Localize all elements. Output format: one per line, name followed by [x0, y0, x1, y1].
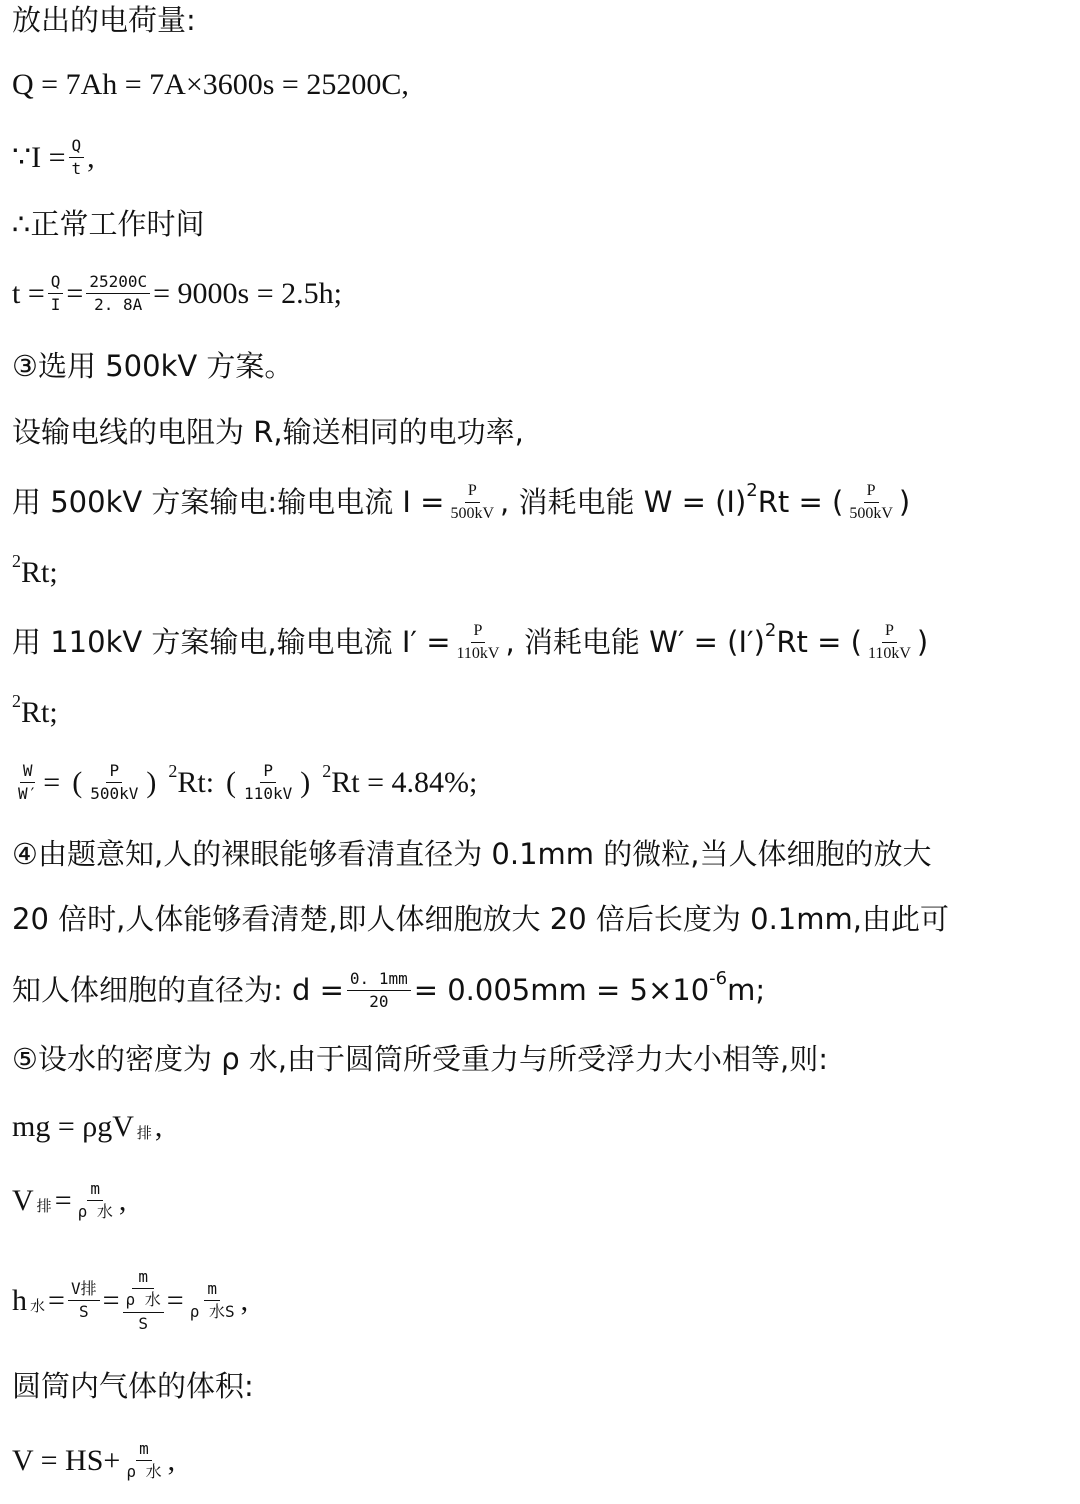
equation-text: =: [166, 1283, 184, 1317]
superscript: 2: [322, 760, 332, 781]
fraction: [187, 1280, 238, 1322]
numerator: W: [20, 762, 36, 783]
numerator: V排: [68, 1280, 100, 1301]
denominator: t: [71, 159, 82, 179]
denominator: 110kV: [867, 645, 911, 663]
line-text: 圆筒内气体的体积:: [12, 1369, 254, 1403]
fraction: [87, 762, 141, 804]
denominator: ρ 水: [126, 1462, 162, 1482]
equation-500kv: [12, 479, 911, 524]
equation-text: ): [916, 625, 929, 660]
superscript: 2: [12, 551, 21, 571]
superscript: -6: [709, 967, 728, 989]
text-line-cell-1: [12, 837, 932, 871]
numerator: [123, 1268, 164, 1313]
equation-text: =: [48, 1283, 65, 1317]
line-text: 设输电线的电阻为 R,输送相同的电功率,: [12, 415, 524, 449]
denominator: 500kV: [450, 505, 495, 523]
numerator: m: [87, 1180, 103, 1201]
numerator: m: [136, 1440, 152, 1461]
line-text: ∴正常工作时间: [12, 207, 205, 241]
fraction: [48, 273, 64, 315]
equation-text: =: [66, 276, 84, 310]
equation-text: ,: [118, 1183, 127, 1217]
fraction: [347, 970, 411, 1012]
text-line-resistance: [12, 415, 524, 449]
line-text: ④由题意知,人的裸眼能够看清直径为 0.1mm 的微粒,当人体细胞的放大: [12, 837, 932, 871]
denominator: 110kV: [456, 645, 500, 663]
compound-fraction: [123, 1268, 164, 1333]
equation-buoyancy: [12, 1112, 162, 1142]
equation-text: Rt:: [177, 765, 215, 799]
denominator: 500kV: [90, 784, 139, 804]
equation-text: V: [12, 1183, 34, 1217]
fraction: [15, 762, 40, 804]
equation-text: V = HS+: [12, 1443, 121, 1477]
denominator: 2. 8A: [94, 295, 143, 315]
numerator: P: [471, 622, 486, 643]
equation-110kv-cont: [12, 691, 58, 729]
equation-text: Rt = (: [776, 625, 862, 660]
numerator: P: [882, 622, 897, 643]
equation-text: mg = ρgV: [12, 1110, 134, 1143]
superscript: 2: [12, 691, 21, 711]
equation-text: = 0.005mm = 5×10: [413, 973, 710, 1008]
equation-text: Rt;: [21, 556, 58, 589]
equation-text: ∵I =: [12, 140, 66, 174]
denominator: ρ 水: [77, 1202, 113, 1222]
equation-text: = 9000s = 2.5h;: [153, 276, 342, 310]
denominator: I: [50, 295, 61, 315]
equation-text: ,: [154, 1110, 163, 1143]
equation-text: 用 110kV 方案输电,输电电流 I′ =: [12, 625, 451, 660]
equation-text: =: [43, 765, 61, 799]
equation-text: Rt = 4.84%;: [331, 765, 478, 799]
equation-text: ): [898, 485, 911, 520]
fraction: [865, 622, 914, 664]
line-text: ⑤设水的密度为 ρ 水,由于圆筒所受重力与所受浮力大小相等,则:: [12, 1042, 829, 1076]
denominator: 500kV: [849, 505, 893, 523]
text-line-gas-volume: [12, 1369, 254, 1403]
fraction: [447, 482, 497, 524]
numerator: Q: [69, 137, 85, 158]
fraction: [75, 1180, 116, 1222]
equation-ratio: $\frac{W}{W'}$ = ( $\frac{P}{500kV}$ ) 2 Rt: ( $\frac{P}{110kV}$ ) 2 Rt = 4.84%;: [12, 762, 477, 804]
numerator: 25200C: [86, 273, 150, 294]
equation-text: 知人体细胞的直径为: d =: [12, 973, 344, 1008]
numerator: m: [204, 1280, 220, 1301]
equation-500kv-cont: [12, 551, 58, 589]
equation-text: t =: [12, 276, 45, 310]
numerator: P: [864, 482, 879, 503]
equation-water-height: [12, 1268, 248, 1333]
numerator: P: [465, 482, 480, 503]
equation-text: Rt = (: [757, 485, 844, 520]
inner-denominator: ρ 水: [125, 1290, 161, 1310]
denominator: ρ 水S: [189, 1302, 235, 1322]
equation-cell-diameter: [12, 967, 766, 1012]
denominator: S: [78, 1302, 89, 1322]
subscript: 排: [36, 1197, 52, 1216]
equation-text: m;: [727, 973, 766, 1008]
equation-text: , 消耗电能 W′ = (I′): [505, 625, 765, 660]
equation-charge: [12, 70, 409, 100]
equation-text: =: [54, 1183, 72, 1217]
fraction: [241, 762, 295, 804]
denominator: S: [138, 1313, 148, 1333]
equation-text: Q = 7Ah = 7A×3600s = 25200C,: [12, 68, 409, 101]
fraction: [86, 273, 150, 315]
equation-text: , 消耗电能 W = (I): [500, 485, 747, 520]
text-line-charge-heading: [12, 3, 196, 37]
text-line-work-time: [12, 207, 205, 241]
line-text: ③选用 500kV 方案。: [12, 349, 294, 383]
line-text: 放出的电荷量:: [12, 3, 196, 37]
fraction: [69, 137, 85, 179]
numerator: 0. 1mm: [347, 970, 411, 991]
text-line-water-density: [12, 1042, 829, 1076]
fraction: [68, 1280, 100, 1322]
equation-text: h: [12, 1283, 27, 1317]
equation-current-def: [12, 137, 95, 179]
equation-text: Rt;: [21, 696, 58, 729]
equation-text: ,: [240, 1283, 249, 1317]
line-text: 20 倍时,人体能够看清楚,即人体细胞放大 20 倍后长度为 0.1mm,由此可: [12, 902, 949, 936]
denominator: 20: [369, 992, 389, 1012]
superscript: 2: [746, 479, 758, 501]
equation-time: [12, 273, 342, 315]
subscript: 水: [30, 1297, 46, 1316]
fraction: [454, 622, 503, 664]
equation-text: 用 500kV 方案输电:输电电流 I =: [12, 485, 445, 520]
equation-text: =: [102, 1283, 120, 1317]
numerator: P: [260, 762, 276, 783]
superscript: 2: [764, 619, 777, 641]
equation-text: ,: [167, 1443, 176, 1477]
numerator: Q: [48, 273, 64, 294]
denominator: 110kV: [244, 784, 293, 804]
superscript: 2: [168, 760, 178, 781]
equation-displaced-volume: [12, 1180, 126, 1222]
subscript: 排: [136, 1123, 152, 1142]
denominator: W′: [18, 784, 38, 804]
equation-gas-volume: [12, 1440, 175, 1482]
fraction: [123, 1440, 164, 1482]
inner-numerator: m: [132, 1268, 154, 1289]
equation-110kv: [12, 619, 929, 664]
text-line-choose-500kv: [12, 349, 294, 383]
equation-text: ,: [87, 140, 95, 174]
fraction: [846, 482, 896, 524]
text-line-cell-2: [12, 902, 949, 936]
numerator: P: [106, 762, 122, 783]
